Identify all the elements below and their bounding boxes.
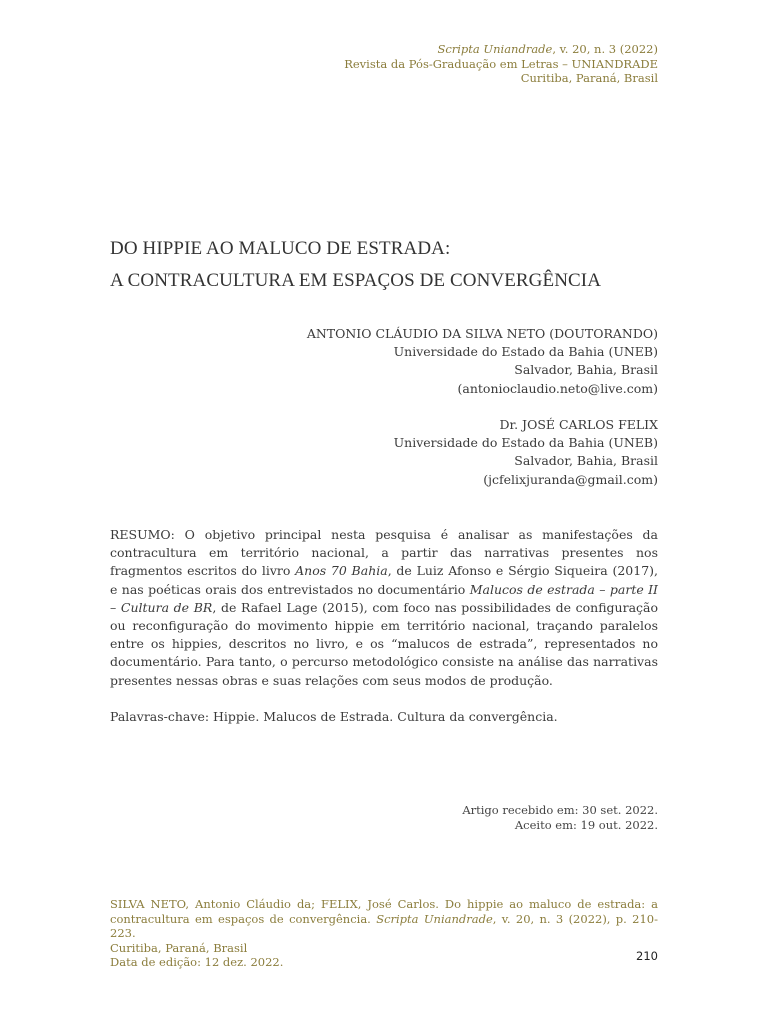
journal-header-line1: [344, 42, 658, 57]
author-email: (jcfelixjuranda@gmail.com): [483, 471, 658, 487]
citation-edition-date: Data de edição: 12 dez. 2022.: [110, 955, 284, 969]
article-title-line2: A CONTRACULTURA EM ESPAÇOS DE CONVERGÊNCIA: [110, 270, 602, 291]
page-number: 210: [636, 949, 658, 963]
submission-dates: [462, 803, 658, 832]
journal-header-line3: Curitiba, Paraná, Brasil: [520, 71, 658, 85]
accepted-date: Aceito em: 19 out. 2022.: [514, 817, 658, 832]
author-name: ANTONIO CLÁUDIO DA SILVA NETO (DOUTORANDO): [306, 326, 658, 341]
author-block-1: [307, 325, 658, 398]
citation-location: Curitiba, Paraná, Brasil: [110, 940, 248, 955]
author-institution: Universidade do Estado da Bahia (UNEB): [393, 435, 658, 451]
article-title: [110, 233, 670, 297]
author-email: (antonioclaudio.neto@live.com): [457, 380, 658, 396]
abstract-book-title: Anos 70 Bahia: [295, 563, 388, 579]
article-title-line1: DO HIPPIE AO MALUCO DE ESTRADA:: [110, 238, 451, 259]
author-name: Dr. JOSÉ CARLOS FELIX: [499, 417, 658, 432]
abstract-text-part1: RESUMO: O objetivo principal nesta pesquisa é analisar as manifestações da contracultura em território nacional, a partir das narrativas presentes nos fragmentos escritos do livro: [110, 527, 658, 579]
author-block-2: [394, 416, 658, 489]
author-location: Salvador, Bahia, Brasil: [514, 362, 658, 378]
citation: [110, 897, 658, 970]
citation-text-part2: , v. 20, n. 3 (2022), p. 210-223.: [110, 911, 658, 940]
author-location: Salvador, Bahia, Brasil: [514, 453, 658, 469]
citation-journal-name: Scripta Uniandrade: [376, 911, 493, 926]
abstract-documentary-title: Malucos de estrada – parte II – Cultura de BR: [110, 581, 658, 615]
citation-text-part1: SILVA NETO, Antonio Cláudio da; FELIX, José Carlos. Do hippie ao maluco de estrada: a contracultura em espaços de convergência.: [110, 897, 658, 926]
abstract: [110, 526, 658, 690]
abstract-text-part2: , de Luiz Afonso e Sérgio Siqueira (2017), e nas poéticas orais dos entrevistados no documentário: [110, 563, 659, 597]
keywords: Palavras-chave: Hippie. Malucos de Estrada. Cultura da convergência.: [110, 709, 558, 724]
citation-reference: [110, 897, 658, 941]
received-date: Artigo recebido em: 30 set. 2022.: [462, 803, 658, 817]
journal-header-line2: Revista da Pós-Graduação em Letras – UNIANDRADE: [344, 56, 658, 71]
journal-header: [344, 42, 658, 86]
abstract-text-part3: , de Rafael Lage (2015), com foco nas possibilidades de configuração ou reconfiguração do movimento hippie em território nacional, traçando paralelos entre os hippies, descritos no livro, e os “malucos de estrada”, representados no documentário. Para tanto, o percurso metodológico consiste na análise das narrativas presentes nessas obras e suas relações com seus modos de produção.: [110, 599, 658, 688]
journal-name: Scripta Uniandrade: [437, 42, 553, 56]
journal-issue: , v. 20, n. 3 (2022): [552, 42, 658, 56]
author-institution: Universidade do Estado da Bahia (UNEB): [393, 344, 658, 360]
